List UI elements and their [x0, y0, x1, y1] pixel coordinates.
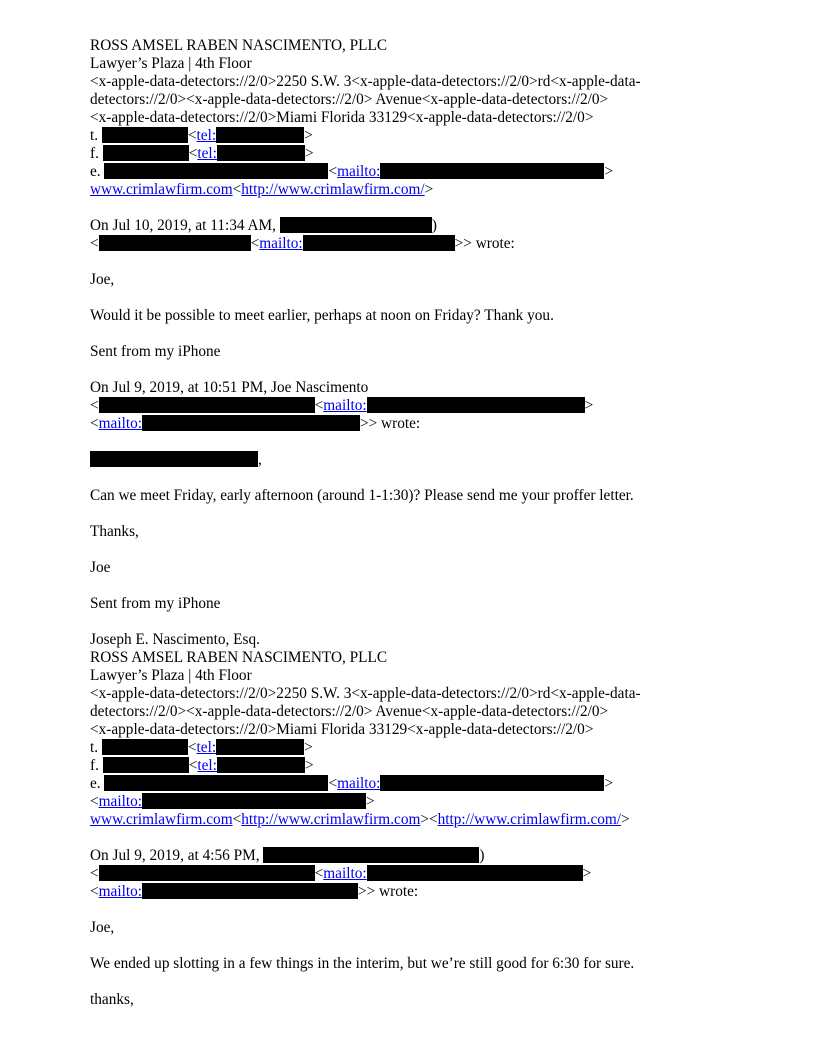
quote-header: On Jul 9, 2019, at 4:56 PM, ) [90, 847, 485, 864]
firm-signature-2 [90, 631, 790, 829]
firm-address-line-2: detectors://2/0><x-apple-data-detectors://2/0> Avenue<x-apple-data-detectors://2/0> [90, 91, 609, 108]
website-link[interactable]: www.crimlawfirm.com [90, 811, 233, 828]
redacted-block [367, 397, 585, 413]
tel-link[interactable]: tel: [196, 127, 217, 144]
redacted-block [303, 235, 455, 251]
mailto-link[interactable]: mailto: [98, 793, 142, 810]
redacted-block [102, 127, 188, 143]
tel-link[interactable]: tel: [196, 739, 217, 756]
website-line: www.crimlawfirm.com<http://www.crimlawfirm.com><http://www.crimlawfirm.com/> [90, 811, 630, 828]
greeting: Joe, [90, 271, 115, 288]
message-jul-9-joe [90, 379, 790, 613]
email-line-2: <mailto: > [90, 793, 375, 810]
quote-header: On Jul 9, 2019, at 10:51 PM, Joe Nascimento [90, 379, 369, 396]
firm-address-line-2: detectors://2/0><x-apple-data-detectors://2/0> Avenue<x-apple-data-detectors://2/0> [90, 703, 609, 720]
phone-line: t. <tel: > [90, 127, 313, 144]
tel-link[interactable]: tel: [197, 145, 217, 162]
redacted-block [367, 865, 583, 881]
message-jul-10 [90, 217, 790, 361]
quote-header-address-2: <mailto: >> wrote: [90, 415, 421, 432]
mailto-link[interactable]: mailto: [323, 397, 367, 414]
redacted-block [103, 145, 189, 161]
redacted-block [280, 217, 432, 233]
redacted-block [99, 235, 251, 251]
redacted-block [90, 451, 258, 467]
fax-line: f. <tel: > [90, 757, 314, 774]
redacted-block [217, 757, 305, 773]
redacted-block [103, 757, 189, 773]
redacted-block [142, 883, 358, 899]
website-url-link[interactable]: http://www.crimlawfirm.com [241, 811, 421, 828]
redacted-block [104, 163, 328, 179]
firm-address-line-3: <x-apple-data-detectors://2/0>Miami Florida 33129<x-apple-data-detectors://2/0> [90, 109, 594, 126]
message-jul-9-456 [90, 847, 790, 1009]
email-prefix: e. [90, 163, 101, 180]
mailto-link[interactable]: mailto: [323, 865, 367, 882]
phone-line: t. <tel: > [90, 739, 313, 756]
quote-header-address: < <mailto: >> wrote: [90, 235, 515, 252]
redacted-block [99, 397, 315, 413]
website-url-link[interactable]: http://www.crimlawfirm.com/ [241, 181, 425, 198]
redacted-block [263, 847, 479, 863]
email-line: e. <mailto: > [90, 163, 614, 180]
message-body: Would it be possible to meet earlier, perhaps at noon on Friday? Thank you. [90, 307, 554, 324]
thanks: Thanks, [90, 523, 139, 540]
phone-prefix: t. [90, 127, 99, 144]
greeting: Joe, [90, 919, 115, 936]
redacted-block [380, 163, 604, 179]
mailto-link[interactable]: mailto: [259, 235, 303, 252]
quote-header-address: < <mailto: > [90, 865, 592, 882]
greeting: , [90, 451, 790, 469]
message-body: Can we meet Friday, early afternoon (around 1-1:30)? Please send me your proffer letter. [90, 487, 634, 504]
quote-header-address-2: <mailto: >> wrote: [90, 883, 419, 900]
message-body: We ended up slotting in a few things in the interim, but we’re still good for 6:30 for sure. [90, 955, 635, 972]
redacted-block [142, 415, 360, 431]
signoff: Sent from my iPhone [90, 595, 221, 612]
mailto-link[interactable]: mailto: [337, 163, 381, 180]
firm-address-line-1: <x-apple-data-detectors://2/0>2250 S.W. 3<x-apple-data-detectors://2/0>rd<x-apple-data- [90, 73, 641, 90]
email-line: e. <mailto: > [90, 775, 614, 792]
tel-link[interactable]: tel: [197, 757, 217, 774]
quote-header: On Jul 10, 2019, at 11:34 AM, ) [90, 217, 437, 234]
firm-signature-1 [90, 37, 790, 199]
fax-line: f. <tel: > [90, 145, 314, 162]
website-url-link[interactable]: http://www.crimlawfirm.com/ [437, 811, 622, 828]
website-line: www.crimlawfirm.com<http://www.crimlawfirm.com/> [90, 181, 434, 198]
signoff: Sent from my iPhone [90, 343, 221, 360]
website-link[interactable]: www.crimlawfirm.com [90, 181, 233, 198]
attorney-name: Joseph E. Nascimento, Esq. [90, 631, 260, 648]
quote-header-address: < <mailto: > [90, 397, 594, 414]
firm-address-line-3: <x-apple-data-detectors://2/0>Miami Florida 33129<x-apple-data-detectors://2/0> [90, 721, 594, 738]
redacted-block [104, 775, 328, 791]
redacted-block [99, 865, 315, 881]
mailto-link[interactable]: mailto: [98, 415, 142, 432]
redacted-block [380, 775, 604, 791]
mailto-link[interactable]: mailto: [98, 883, 142, 900]
firm-address-line-1: <x-apple-data-detectors://2/0>2250 S.W. 3<x-apple-data-detectors://2/0>rd<x-apple-data- [90, 685, 641, 702]
fax-prefix: f. [90, 145, 99, 162]
email-thread [90, 37, 790, 1009]
redacted-block [216, 739, 304, 755]
sender-name: Joe [90, 559, 111, 576]
mailto-link[interactable]: mailto: [337, 775, 381, 792]
firm-name: ROSS AMSEL RABEN NASCIMENTO, PLLC [90, 37, 388, 54]
thanks: thanks, [90, 991, 134, 1008]
firm-building: Lawyer’s Plaza | 4th Floor [90, 667, 252, 684]
redacted-block [217, 145, 305, 161]
redacted-block [142, 793, 366, 809]
firm-building: Lawyer’s Plaza | 4th Floor [90, 55, 252, 72]
redacted-block [216, 127, 304, 143]
redacted-block [102, 739, 188, 755]
firm-name: ROSS AMSEL RABEN NASCIMENTO, PLLC [90, 649, 388, 666]
